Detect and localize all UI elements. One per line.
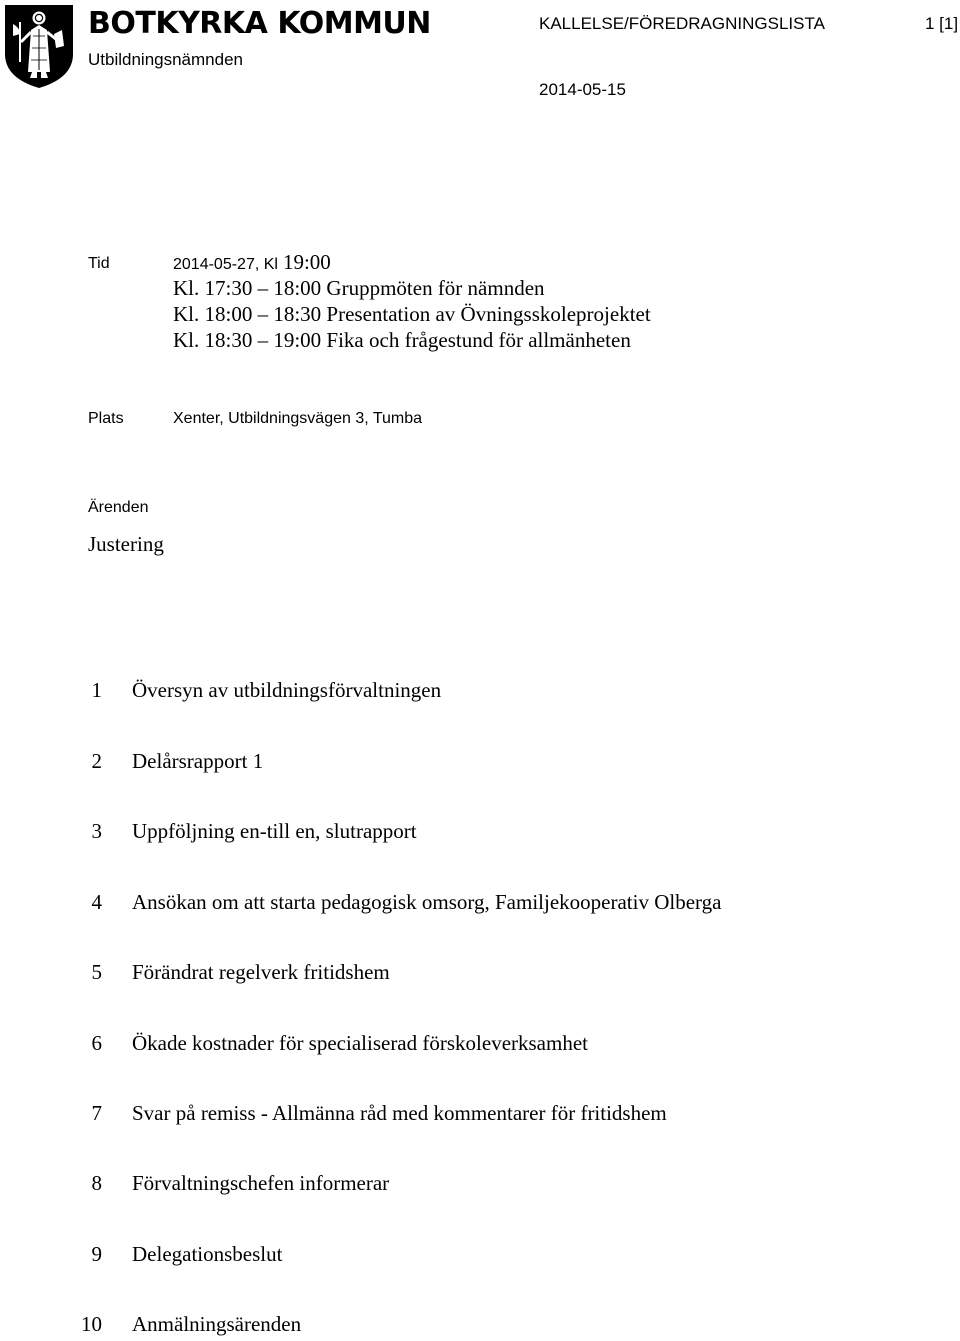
schedule-item: Kl. 18:00 – 18:30 Presentation av Övningsskoleprojektet (173, 302, 651, 326)
department-name: Utbildningsnämnden (88, 50, 243, 69)
adjustment-heading: Justering (88, 532, 164, 556)
agenda-item-number: 6 (91, 1031, 102, 1055)
page-number: 1 [1] (925, 14, 959, 33)
agenda-item-title: Ansökan om att starta pedagogisk omsorg, Familjekooperativ Olberga (132, 890, 722, 914)
meeting-datetime (173, 250, 331, 275)
meeting-place: Xenter, Utbildningsvägen 3, Tumba (173, 410, 423, 427)
organization-name: BOTKYRKA KOMMUN (88, 6, 431, 41)
agenda-item-title: Förvaltningschefen informerar (132, 1171, 390, 1195)
kl-prefix: , Kl (254, 256, 278, 273)
meeting-date: 2014-05-27 (173, 256, 255, 273)
schedule-item: Kl. 18:30 – 19:00 Fika och frågestund för allmänheten (173, 328, 631, 352)
document-type: KALLELSE/FÖREDRAGNINGSLISTA (539, 14, 825, 33)
agenda-item-number: 5 (91, 960, 102, 984)
agenda-item-number: 4 (91, 890, 102, 914)
agenda-item-number: 9 (91, 1242, 102, 1266)
agenda-item-number: 3 (91, 819, 102, 843)
agenda-item-number: 7 (91, 1101, 102, 1125)
agenda-item-number: 1 (91, 678, 102, 702)
agenda-item-title: Svar på remiss - Allmänna råd med kommentarer för fritidshem (132, 1101, 667, 1125)
time-label: Tid (88, 255, 110, 272)
agenda-item-title: Delegationsbeslut (132, 1242, 283, 1266)
agenda-item-title: Ökade kostnader för specialiserad förskoleverksamhet (132, 1031, 588, 1055)
schedule-item: Kl. 17:30 – 18:00 Gruppmöten för nämnden (173, 276, 545, 300)
place-label: Plats (88, 410, 124, 427)
matters-label: Ärenden (88, 499, 149, 516)
agenda-item-title: Översyn av utbildningsförvaltningen (132, 678, 442, 702)
agenda-item-title: Förändrat regelverk fritidshem (132, 960, 390, 984)
agenda-item-title: Anmälningsärenden (132, 1312, 302, 1336)
agenda-item-title: Uppföljning en-till en, slutrapport (132, 819, 417, 843)
agenda-item-number: 10 (81, 1312, 102, 1336)
agenda-item-number: 2 (91, 749, 102, 773)
agenda-item-number: 8 (91, 1171, 102, 1195)
agenda-item-title: Delårsrapport 1 (132, 749, 264, 773)
document-date: 2014-05-15 (539, 80, 626, 99)
municipal-crest-icon (2, 2, 76, 90)
meeting-time: 19:00 (282, 250, 331, 274)
